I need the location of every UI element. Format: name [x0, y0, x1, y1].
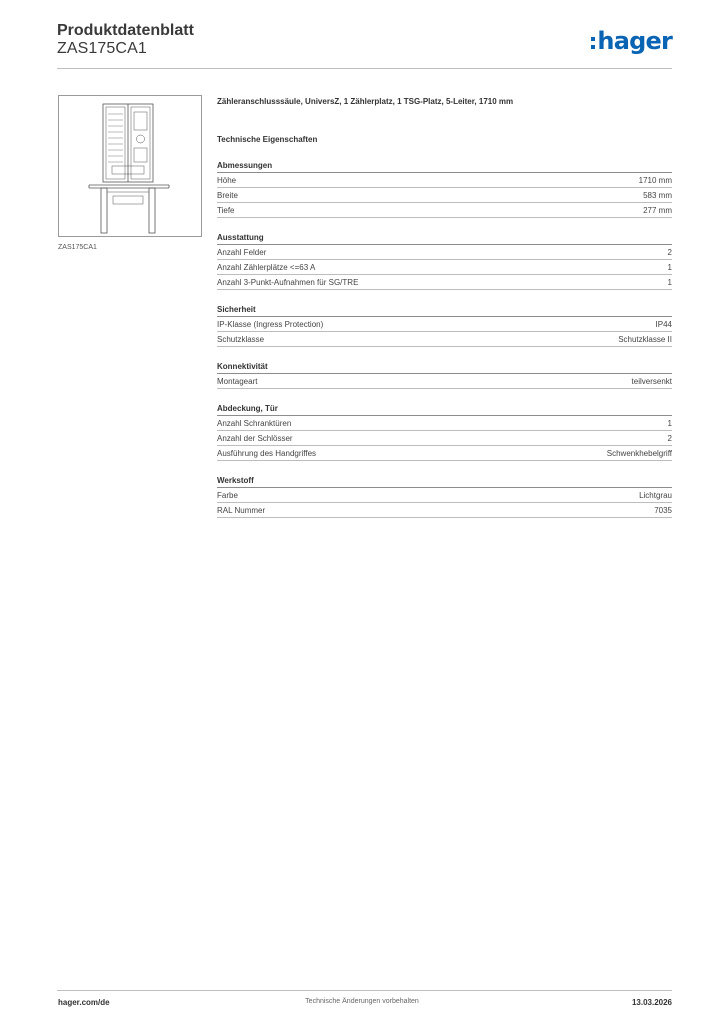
- property-value: 2: [667, 248, 672, 257]
- product-code: ZAS175CA1: [57, 40, 147, 57]
- property-section: [217, 475, 672, 518]
- property-row: [217, 416, 672, 431]
- property-row: [217, 374, 672, 389]
- property-section: [217, 361, 672, 389]
- property-row: [217, 203, 672, 218]
- property-value: Schwenkhebelgriff: [606, 449, 672, 458]
- product-description: Zähleranschlusssäule, UniversZ, 1 Zählerplatz, 1 TSG-Platz, 5-Leiter, 1710 mm: [217, 97, 514, 106]
- property-section: [217, 232, 672, 290]
- hager-logo: [591, 26, 672, 56]
- section-title: Sicherheit: [217, 304, 672, 317]
- property-value: 7035: [654, 506, 672, 515]
- property-value: 583 mm: [643, 191, 672, 200]
- property-value: 2: [667, 434, 672, 443]
- property-label: Anzahl Zählerplätze <=63 A: [217, 263, 316, 272]
- property-label: IP-Klasse (Ingress Protection): [217, 320, 324, 329]
- property-row: [217, 431, 672, 446]
- property-row: [217, 317, 672, 332]
- meter-column-drawing-icon: [59, 96, 201, 236]
- document-title: Produktdatenblatt: [57, 22, 194, 39]
- technical-properties-heading: Technische Eigenschaften: [217, 135, 318, 144]
- property-value: IP44: [655, 320, 672, 329]
- section-title: Werkstoff: [217, 475, 672, 488]
- property-label: Breite: [217, 191, 238, 200]
- header-divider: [57, 68, 672, 69]
- footer-disclaimer: Technische Änderungen vorbehalten: [305, 998, 419, 1005]
- property-value: teilversenkt: [631, 377, 672, 386]
- property-row: [217, 173, 672, 188]
- property-label: Anzahl 3-Punkt-Aufnahmen für SG/TRE: [217, 278, 359, 287]
- product-details: [217, 96, 672, 518]
- logo-text: hager: [597, 27, 672, 55]
- logo-dots-icon: [591, 37, 595, 49]
- property-value: 1710 mm: [638, 176, 672, 185]
- property-row: [217, 503, 672, 518]
- property-value: Lichtgrau: [639, 491, 672, 500]
- property-section: [217, 304, 672, 347]
- property-label: Ausführung des Handgriffes: [217, 449, 317, 458]
- property-label: Anzahl Schranktüren: [217, 419, 292, 428]
- property-label: Anzahl der Schlösser: [217, 434, 293, 443]
- property-label: Anzahl Felder: [217, 248, 267, 257]
- property-label: Montageart: [217, 377, 258, 386]
- property-row: [217, 245, 672, 260]
- property-row: [217, 488, 672, 503]
- section-title: Konnektivität: [217, 361, 672, 374]
- property-section: [217, 403, 672, 461]
- section-title: Abmessungen: [217, 160, 672, 173]
- property-row: [217, 446, 672, 461]
- property-label: Farbe: [217, 491, 238, 500]
- footer-divider: [57, 990, 672, 991]
- property-label: Höhe: [217, 176, 237, 185]
- page-header: [57, 20, 672, 70]
- property-value: Schutzklasse II: [618, 335, 672, 344]
- section-title: Ausstattung: [217, 232, 672, 245]
- property-row: [217, 188, 672, 203]
- footer-website: hager.com/de: [58, 998, 110, 1007]
- property-value: 1: [667, 263, 672, 272]
- property-value: 1: [667, 278, 672, 287]
- property-sections: [217, 160, 672, 518]
- property-row: [217, 332, 672, 347]
- property-value: 1: [667, 419, 672, 428]
- property-row: [217, 275, 672, 290]
- property-row: [217, 260, 672, 275]
- property-value: 277 mm: [643, 206, 672, 215]
- image-caption: ZAS175CA1: [58, 244, 97, 251]
- property-label: Schutzklasse: [217, 335, 265, 344]
- property-section: [217, 160, 672, 218]
- property-label: RAL Nummer: [217, 506, 266, 515]
- product-drawing: [58, 95, 202, 237]
- footer-date: 13.03.2026: [631, 998, 672, 1007]
- section-title: Abdeckung, Tür: [217, 403, 672, 416]
- property-label: Tiefe: [217, 206, 235, 215]
